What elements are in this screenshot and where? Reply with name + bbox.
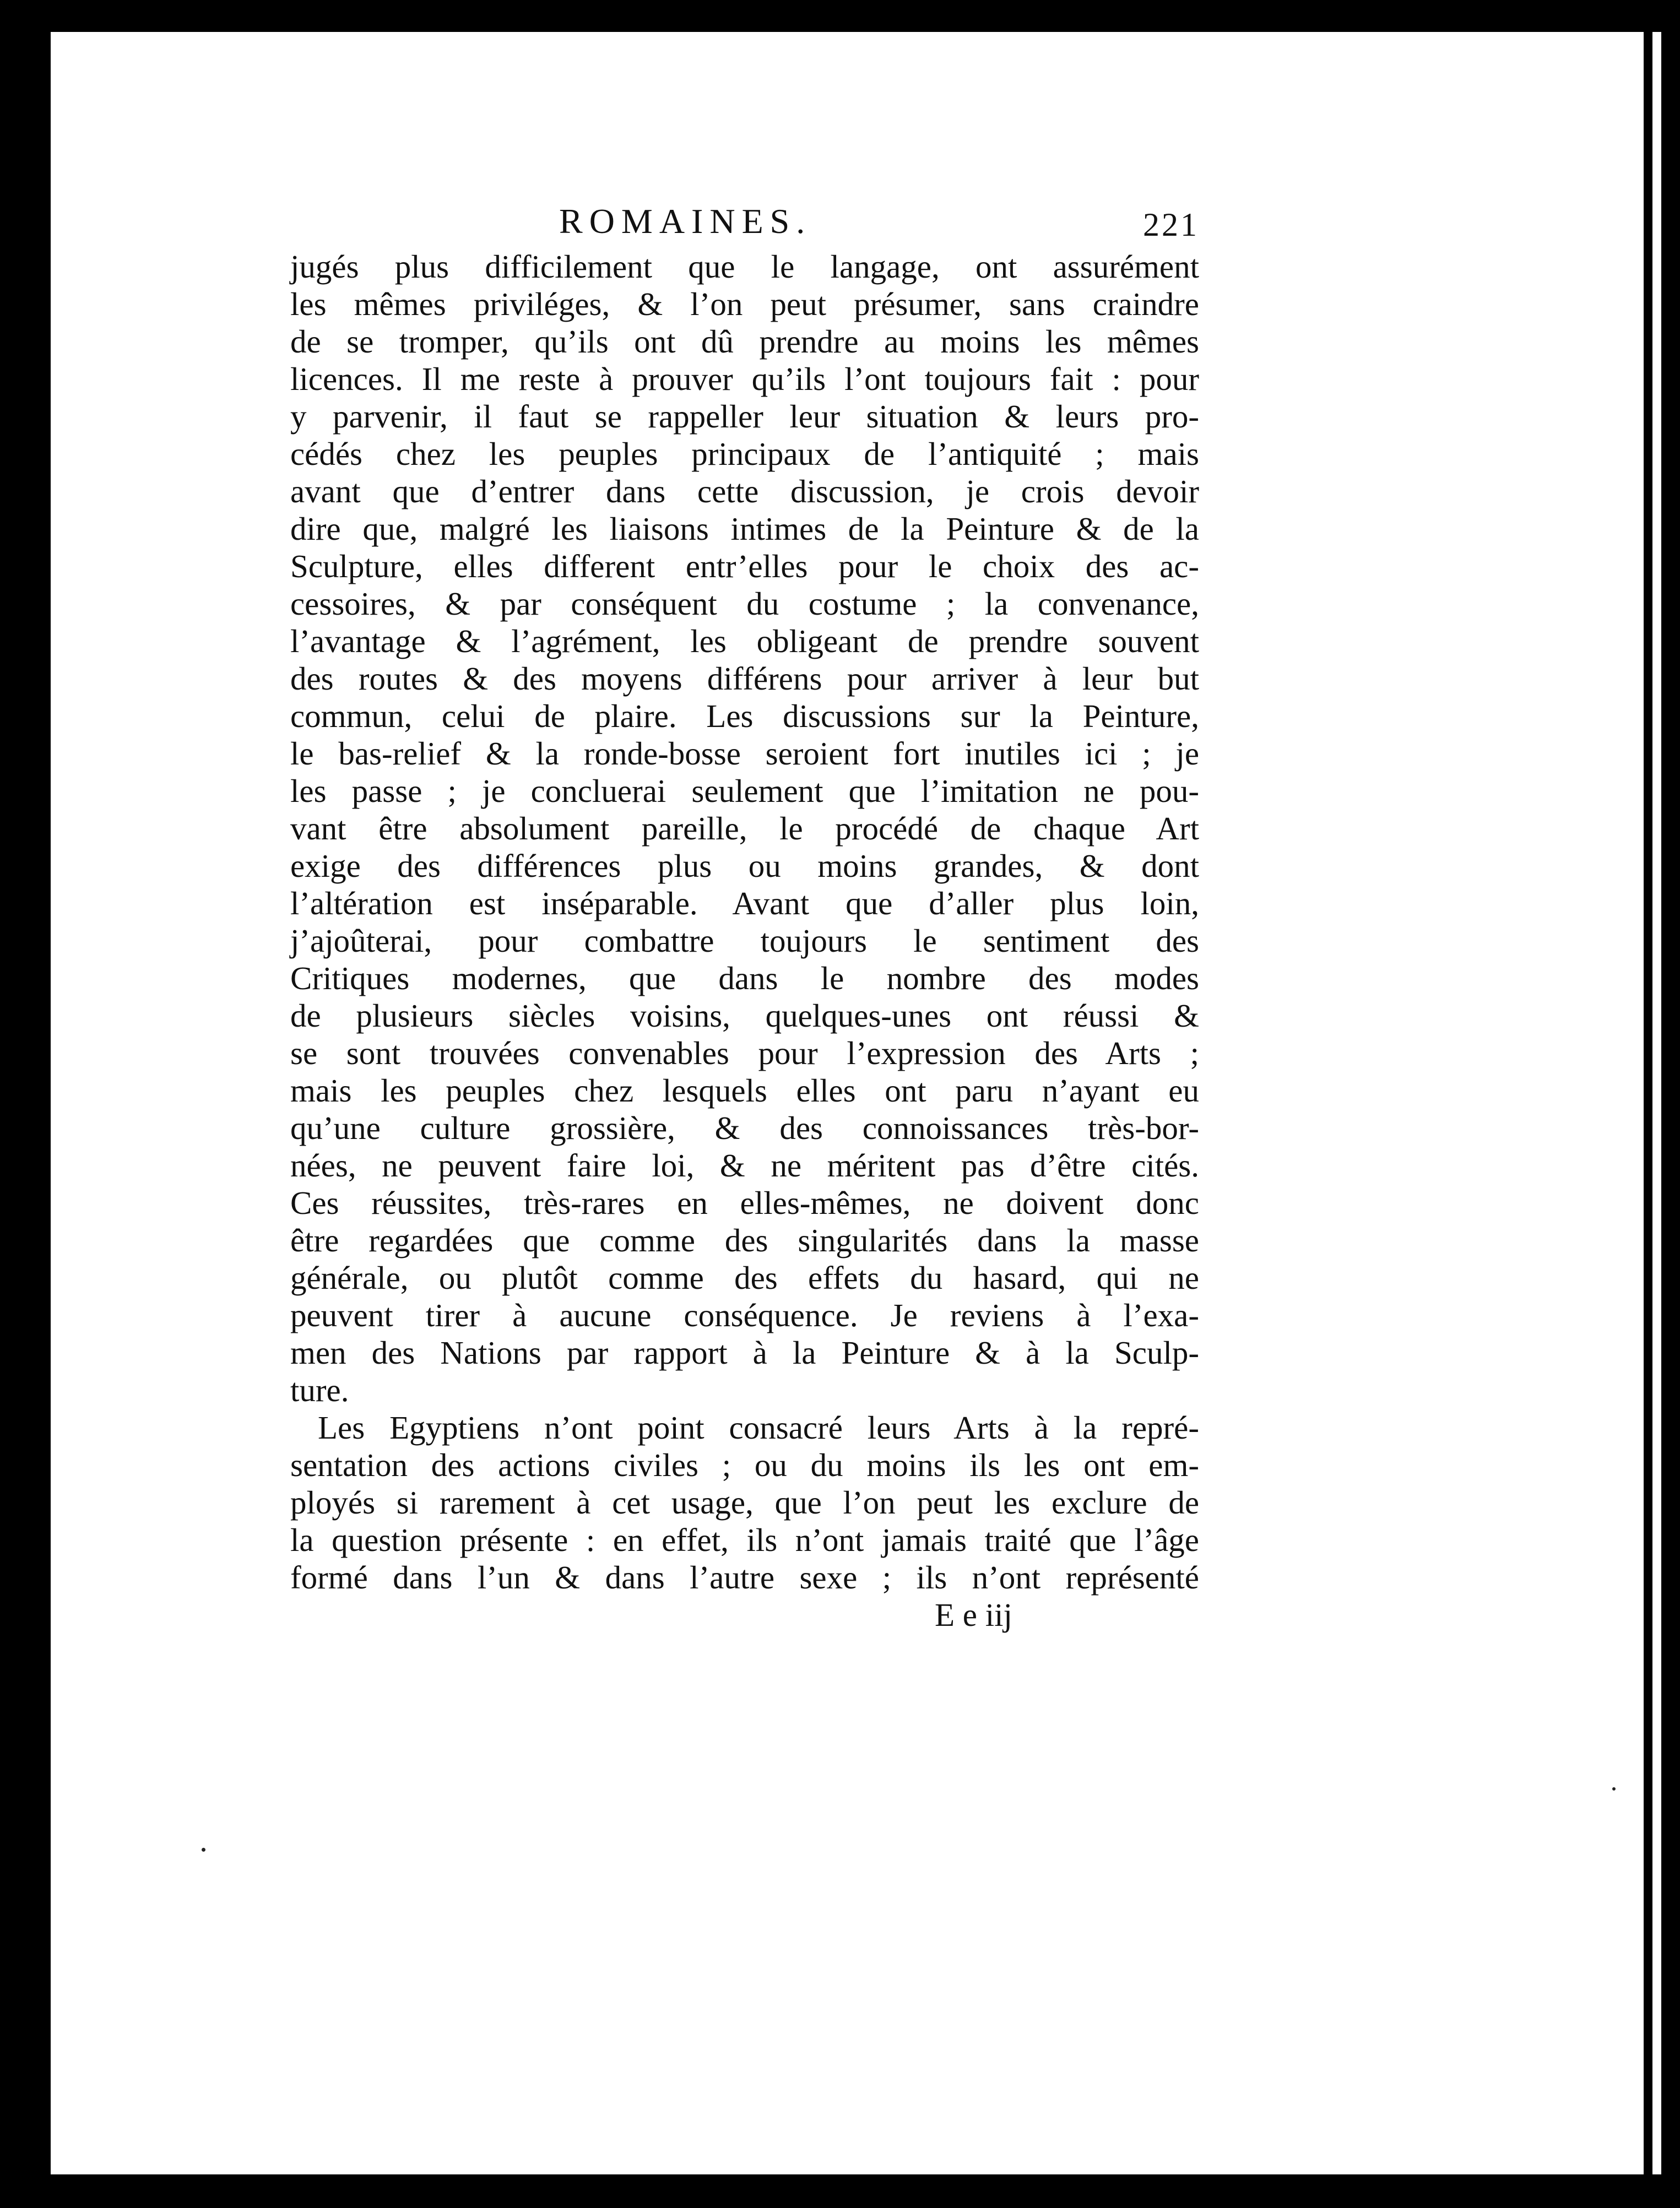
page-number: 221 (1143, 207, 1199, 243)
text-line: exige des différences plus ou moins grandes, & dont (290, 848, 1199, 884)
text-line: ture. (290, 1372, 349, 1408)
running-head (290, 193, 1199, 248)
running-title: ROMAINES. (559, 202, 812, 241)
text-line: j’ajoûterai, pour combattre toujours le sentiment des (290, 923, 1199, 959)
text-line: nées, ne peuvent faire loi, & ne méritent pas d’être cités. (290, 1147, 1199, 1184)
text-line: l’avantage & l’agrément, les obligeant de prendre souvent (290, 623, 1199, 659)
signature-mark (290, 1596, 1199, 1634)
text-block (290, 193, 1199, 1634)
text-line: ployés si rarement à cet usage, que l’on peut les exclure de (290, 1484, 1199, 1521)
text-line: sentation des actions civiles ; ou du moins ils les ont em- (290, 1447, 1199, 1483)
text-line: être regardées que comme des singularités dans la masse (290, 1222, 1199, 1258)
text-line: Critiques modernes, que dans le nombre des modes (290, 960, 1199, 996)
text-line: le bas-relief & la ronde-bosse seroient fort inutiles ici ; je (290, 735, 1199, 772)
text-line: qu’une culture grossière, & des connoissances très-bor- (290, 1110, 1199, 1146)
text-line: la question présente : en effet, ils n’ont jamais traité que l’âge (290, 1522, 1199, 1558)
text-line: licences. Il me reste à prouver qu’ils l’ont toujours fait : pour (290, 361, 1199, 397)
text-line: jugés plus difficilement que le langage, ont assurément (290, 248, 1199, 285)
text-line: commun, celui de plaire. Les discussions sur la Peinture, (290, 698, 1199, 734)
text-line: l’altération est inséparable. Avant que d’aller plus loin, (290, 885, 1199, 921)
text-line: dire que, malgré les liaisons intimes de la Peinture & de la (290, 511, 1199, 547)
text-line: de se tromper, qu’ils ont dû prendre au moins les mêmes (290, 323, 1199, 360)
text-line: men des Nations par rapport à la Peinture & à la Sculp- (290, 1334, 1199, 1371)
text-line: se sont trouvées convenables pour l’expression des Arts ; (290, 1035, 1199, 1071)
text-line: de plusieurs siècles voisins, quelques-unes ont réussi & (290, 997, 1199, 1034)
text-line: Ces réussites, très-rares en elles-mêmes, ne doivent donc (290, 1185, 1199, 1221)
text-line: les passe ; je concluerai seulement que l’imitation ne pou- (290, 773, 1199, 809)
text-line: avant que d’entrer dans cette discussion, je crois devoir (290, 473, 1199, 509)
text-line: y parvenir, il faut se rappeller leur situation & leurs pro- (290, 398, 1199, 435)
text-line: des routes & des moyens différens pour arriver à leur but (290, 660, 1199, 697)
text-line: mais les peuples chez lesquels elles ont paru n’ayant eu (290, 1072, 1199, 1109)
text-line: cessoires, & par conséquent du costume ; la convenance, (290, 585, 1199, 622)
paper-edge (1652, 32, 1661, 2174)
ink-speck (202, 1848, 205, 1852)
text-line: formé dans l’un & dans l’autre sexe ; ils n’ont représenté (290, 1559, 1199, 1596)
text-line: vant être absolument pareille, le procédé de chaque Art (290, 810, 1199, 847)
signature-text: E e iij (935, 1597, 1012, 1633)
text-line: peuvent tirer à aucune conséquence. Je reviens à l’exa- (290, 1297, 1199, 1333)
body-text (290, 248, 1199, 1596)
text-line: les mêmes priviléges, & l’on peut présumer, sans craindre (290, 286, 1199, 322)
text-line: Sculpture, elles different entr’elles pour le choix des ac- (290, 548, 1199, 584)
ink-speck (1612, 1787, 1616, 1791)
text-line: générale, ou plutôt comme des effets du hasard, qui ne (290, 1260, 1199, 1296)
text-line: cédés chez les peuples principaux de l’antiquité ; mais (290, 436, 1199, 472)
text-line: Les Egyptiens n’ont point consacré leurs Arts à la repré- (318, 1409, 1199, 1446)
